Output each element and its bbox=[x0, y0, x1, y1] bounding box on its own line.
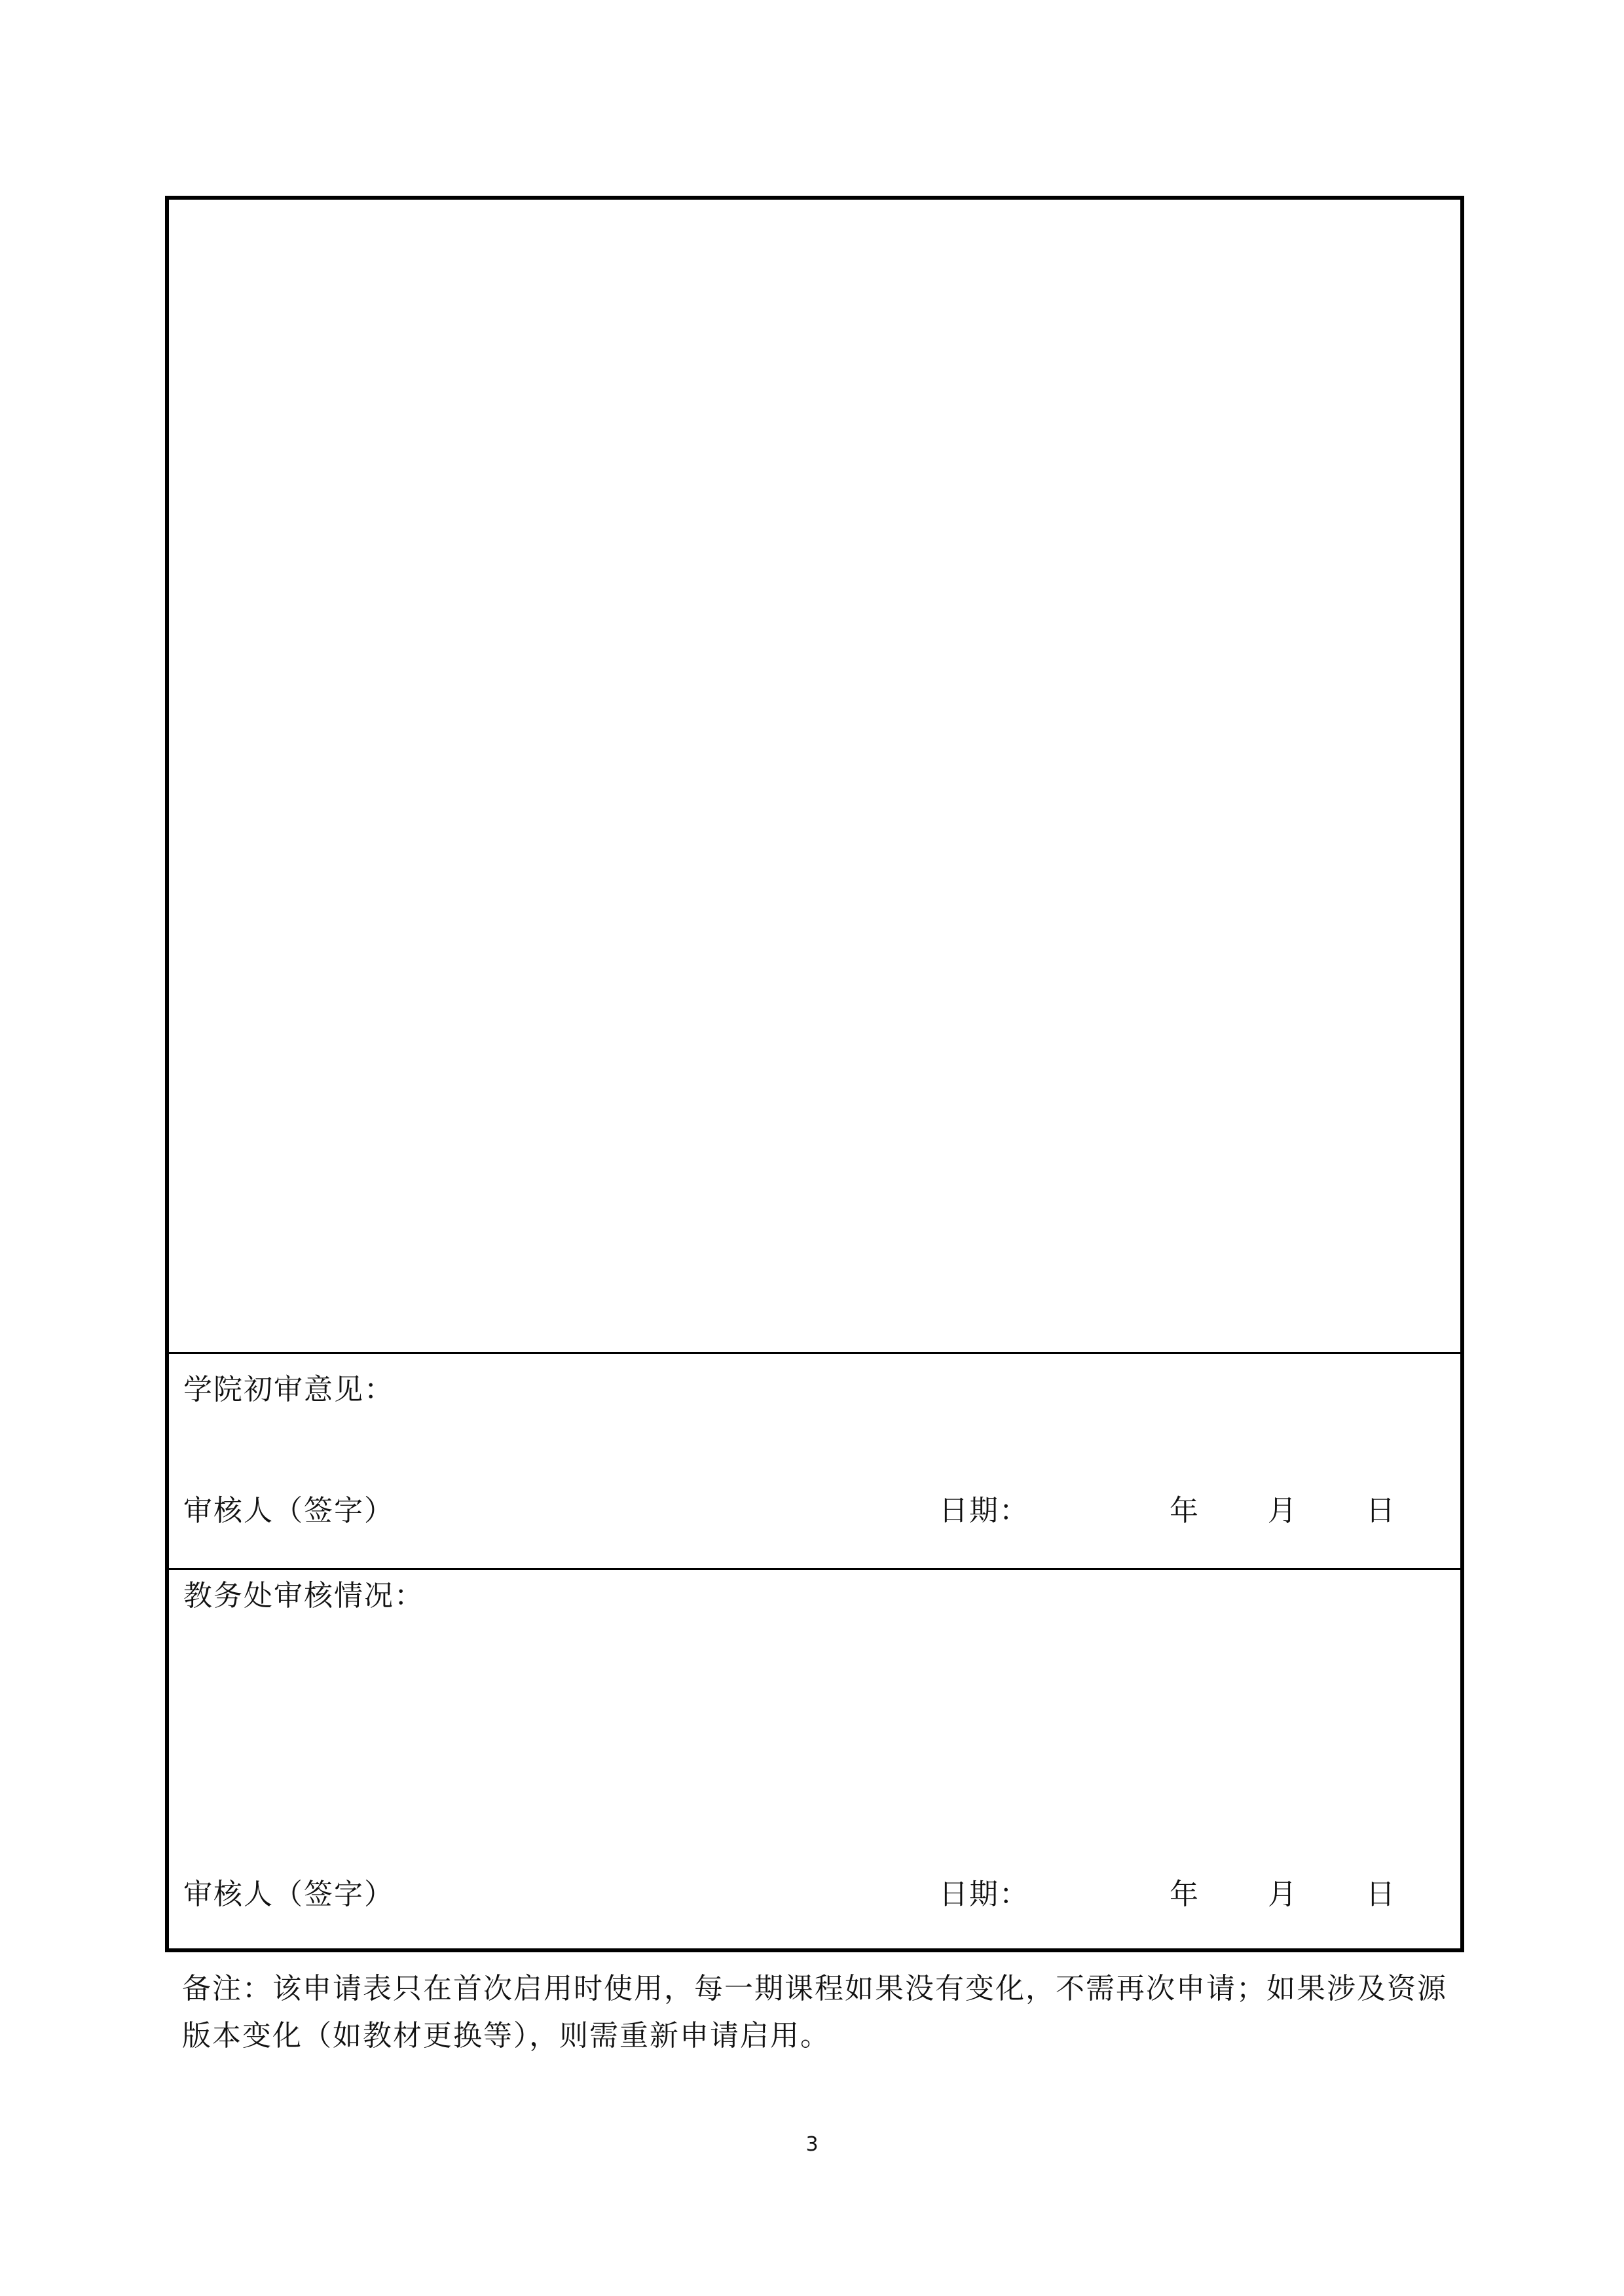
office-review-section bbox=[169, 1570, 1460, 1948]
office-month-label: 月 bbox=[1268, 1878, 1298, 1911]
office-review-heading: 教务处审核情况： bbox=[183, 1579, 424, 1613]
office-day-label: 日 bbox=[1366, 1878, 1396, 1911]
college-day-label: 日 bbox=[1366, 1494, 1396, 1527]
footnote-remark: 备注：该申请表只在首次启用时使用，每一期课程如果没有变化，不需再次申请；如果涉及资源版本变化（如教材更换等），则需重新申请启用。 bbox=[182, 1972, 1447, 2052]
college-year-label: 年 bbox=[1170, 1494, 1200, 1527]
application-form-table bbox=[165, 196, 1464, 1952]
college-review-heading: 学院初审意见： bbox=[183, 1373, 394, 1406]
office-reviewer-label: 审核人（签字） bbox=[183, 1878, 394, 1911]
college-reviewer-label: 审核人（签字） bbox=[183, 1494, 394, 1527]
office-date-label: 日期： bbox=[939, 1878, 1029, 1911]
college-date-label: 日期： bbox=[939, 1494, 1029, 1527]
college-review-section bbox=[169, 1354, 1460, 1570]
content-area-blank bbox=[169, 200, 1460, 1354]
college-month-label: 月 bbox=[1268, 1494, 1298, 1527]
office-year-label: 年 bbox=[1170, 1878, 1200, 1911]
page-number: 3 bbox=[805, 2133, 819, 2156]
